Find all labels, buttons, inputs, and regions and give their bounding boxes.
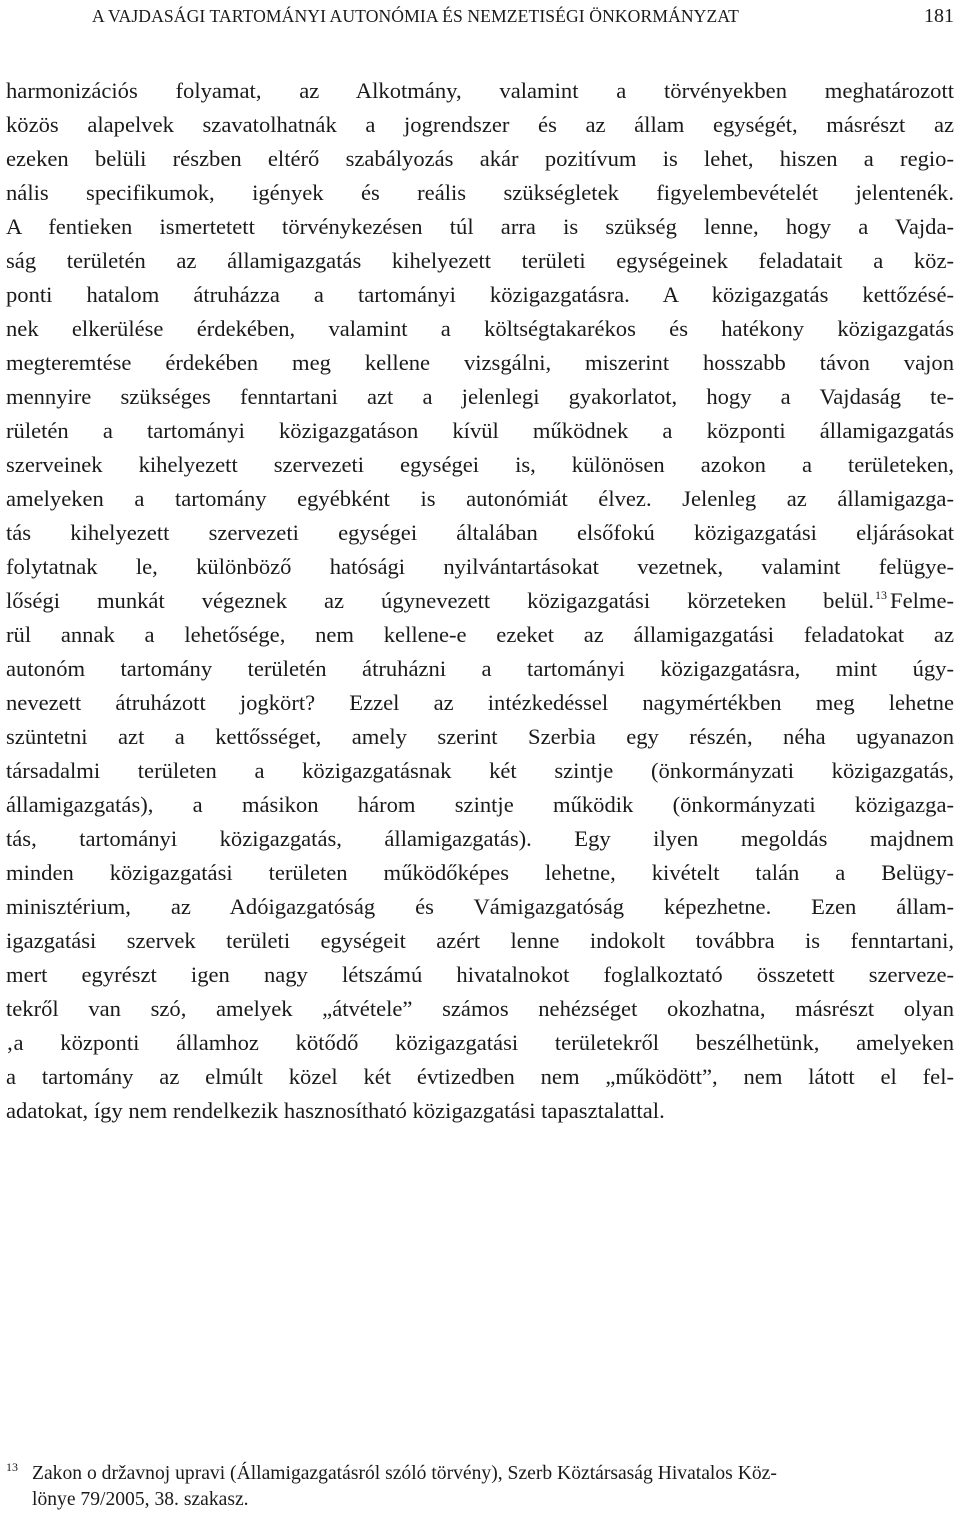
- footnote-number: 13: [6, 1460, 18, 1474]
- text-line: államigazgatás), a másikon három szintje működik (önkormányzati közigazga-: [6, 792, 954, 817]
- text-line: nevezett átruházott jogkört? Ezzel az intézkedéssel nagymértékben meg lehetne: [6, 690, 954, 715]
- text-line: tekről van szó, amelyek „átvétele” számos nehézséget okozhatna, másrészt olyan: [6, 996, 954, 1021]
- text-line: minisztérium, az Adóigazgatóság és Vámigazgatóság képezhetne. Ezen állam-: [6, 894, 954, 919]
- text-line: amelyeken a tartomány egyébként is autonómiát élvez. Jelenleg az államigazga-: [6, 486, 954, 511]
- running-header: [92, 6, 954, 28]
- text-line: tás, tartományi közigazgatás, államigazgatás). Egy ilyen megoldás majdnem: [6, 826, 954, 851]
- text-line: A fentieken ismertetett törvénykezésen túl arra is szükség lenne, hogy a Vajda-: [6, 214, 954, 239]
- text-line: ezeken belüli részben eltérő szabályozás akár pozitívum is lehet, hiszen a regio-: [6, 146, 954, 171]
- text-line: folytatnak le, különböző hatósági nyilvántartásokat vezetnek, valamint felügye-: [6, 554, 954, 579]
- page-number: 181: [924, 5, 954, 27]
- text-line: szerveinek kihelyezett szervezeti egységei is, különösen azokon a területeken,: [6, 452, 954, 477]
- text-segment: Felme-: [890, 588, 954, 613]
- footnote-reference[interactable]: 13: [875, 588, 887, 602]
- text-line: társadalmi területen a közigazgatásnak két szintje (önkormányzati közigazgatás,: [6, 758, 954, 783]
- text-line: rületén a tartományi közigazgatáson kívül működnek a központi államigazgatás: [6, 418, 954, 443]
- text-line: autonóm tartomány területén átruházni a tartományi közigazgatásra, mint úgy-: [6, 656, 954, 681]
- text-line-with-footnote-ref: [6, 584, 954, 618]
- footnote: [6, 1461, 954, 1513]
- text-line: rül annak a lehetősége, nem kellene-e ezeket az államigazgatási feladatokat az: [6, 622, 954, 647]
- text-line: igazgatási szervek területi egységeit azért lenne indokolt továbbra is fenntartani,: [6, 928, 954, 953]
- body-paragraph: [6, 74, 954, 1128]
- footnote-line: [6, 1461, 954, 1487]
- footnote-line: lönye 79/2005, 38. szakasz.: [32, 1489, 249, 1510]
- text-line: tás kihelyezett szervezeti egységei általában elsőfokú közigazgatási eljárásokat: [6, 520, 954, 545]
- text-line: minden közigazgatási területen működőképes lehetne, kivételt talán a Belügy-: [6, 860, 954, 885]
- footnote-text: Zakon o državnoj upravi (Államigazgatásról szóló törvény), Szerb Köztársaság Hivatalos Köz-: [32, 1463, 777, 1484]
- text-line: ság területén az államigazgatás kihelyezett területi egységeinek feladatait a köz-: [6, 248, 954, 273]
- text-line: mennyire szükséges fenntartani azt a jelenlegi gyakorlatot, hogy a Vajdaság te-: [6, 384, 954, 409]
- text-line: mert egyrészt igen nagy létszámú hivatalnokot foglalkoztató összetett szerveze-: [6, 962, 954, 987]
- text-segment: lőségi munkát végeznek az úgynevezett közigazgatási körzeteken belül.: [6, 588, 874, 613]
- text-line: megteremtése érdekében meg kellene vizsgálni, miszerint hosszabb távon vajon: [6, 350, 954, 375]
- text-line: szüntetni azt a kettősséget, amely szerint Szerbia egy részén, néha ugyanazon: [6, 724, 954, 749]
- text-line: nek elkerülése érdekében, valamint a költségtakarékos és hatékony közigazgatás: [6, 316, 954, 341]
- text-line: harmonizációs folyamat, az Alkotmány, valamint a törvényekben meghatározott: [6, 78, 954, 103]
- text-line: közös alapelvek szavatolhatnák a jogrendszer és az állam egységét, másrészt az: [6, 112, 954, 137]
- text-line: nális specifikumok, igények és reális szükségletek figyelembevételét jelentenék.: [6, 180, 954, 205]
- text-line-last: adatokat, így nem rendelkezik hasznosítható közigazgatási tapasztalattal.: [6, 1098, 665, 1123]
- text-line: ponti hatalom átruházza a tartományi közigazgatásra. A közigazgatás kettőzésé-: [6, 282, 954, 307]
- text-line: ‚a központi államhoz kötődő közigazgatási területekről beszélhetünk, amelyeken: [6, 1030, 954, 1055]
- running-title: A VAJDASÁGI TARTOMÁNYI AUTONÓMIA ÉS NEMZETISÉGI ÖNKORMÁNYZAT: [92, 6, 740, 26]
- text-line: a tartomány az elmúlt közel két évtizedben nem „működött”, nem látott el fel-: [6, 1064, 954, 1089]
